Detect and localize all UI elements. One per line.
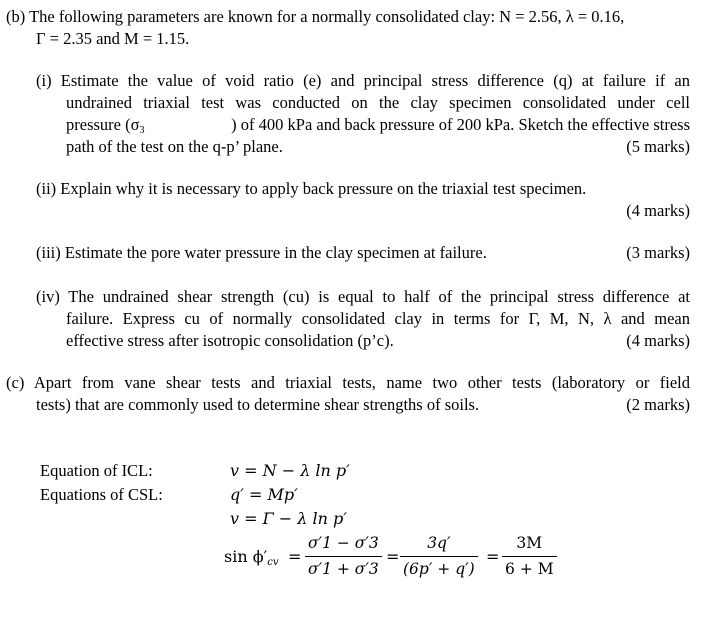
question-ii-marks: (4 marks)	[626, 201, 690, 220]
equals-sign-1: =	[288, 547, 302, 566]
icl-label: Equation of ICL:	[40, 461, 153, 480]
question-iv-line1: (iv) The undrained shear strength (cu) is equal to half of the principal stress difference at	[36, 287, 690, 306]
fraction-q-p	[400, 532, 478, 580]
fraction-q-p-denominator: (6p′ + q′)	[400, 556, 478, 580]
icl-equation: v = N − λ ln p′	[230, 461, 350, 480]
question-iii-line1: (iii) Estimate the pore water pressure in the clay specimen at failure.	[36, 243, 487, 262]
question-ii-line1: (ii) Explain why it is necessary to apply back pressure on the triaxial test specimen.	[36, 179, 587, 198]
csl-equation-1: q′ = Mp′	[230, 485, 298, 504]
fraction-stress-ratio-numerator: σ′1 − σ′3	[308, 534, 379, 552]
question-i-line4: path of the test on the q-p’ plane.	[66, 137, 283, 156]
part-b-intro-line2: Γ = 2.35 and M = 1.15.	[36, 29, 190, 48]
fraction-m-denominator: 6 + M	[502, 556, 557, 580]
sin-phi-cv-lhs: $\sin \phi'_{cv}$	[224, 547, 279, 568]
csl-label: Equations of CSL:	[40, 485, 163, 504]
question-iv-line3: effective stress after isotropic consolidation (p’c).	[66, 331, 394, 350]
fraction-stress-ratio-denominator: σ′1 + σ′3	[305, 556, 382, 580]
equals-sign-2: =	[386, 547, 400, 566]
part-c-marks: (2 marks)	[626, 395, 690, 414]
question-iv-marks: (4 marks)	[626, 331, 690, 350]
part-c-line1: (c) Apart from vane shear tests and triaxial tests, name two other tests (laboratory or field	[6, 373, 690, 392]
equals-sign-3: =	[486, 547, 500, 566]
part-c-line2: tests) that are commonly used to determine shear strengths of soils.	[36, 395, 480, 414]
question-iii-marks: (3 marks)	[626, 243, 690, 262]
fraction-m-numerator: 3M	[516, 534, 543, 552]
question-i-line1: (i) Estimate the value of void ratio (e) and principal stress difference (q) at failure if an	[36, 71, 690, 90]
fraction-m	[502, 532, 557, 580]
fraction-q-p-numerator: 3q′	[427, 534, 451, 552]
part-b-intro-line1: (b) The following parameters are known for a normally consolidated clay: N = 2.56, λ = 0.16,	[6, 7, 625, 26]
question-i-line3-start: pressure ($\sigma_3$	[66, 115, 145, 136]
csl-equation-2: v = Γ − λ ln p′	[230, 509, 347, 528]
fraction-stress-ratio	[305, 532, 382, 580]
question-i-marks: (5 marks)	[626, 137, 690, 156]
question-iv-line2: failure. Express cu of normally consolidated clay in terms for Γ, M, N, λ and mean	[66, 309, 690, 328]
question-i-line3-end: ) of 400 kPa and back pressure of 200 kPa. Sketch the effective stress	[231, 115, 690, 134]
question-i-line2: undrained triaxial test was conducted on the clay specimen consolidated under cell	[66, 93, 690, 112]
